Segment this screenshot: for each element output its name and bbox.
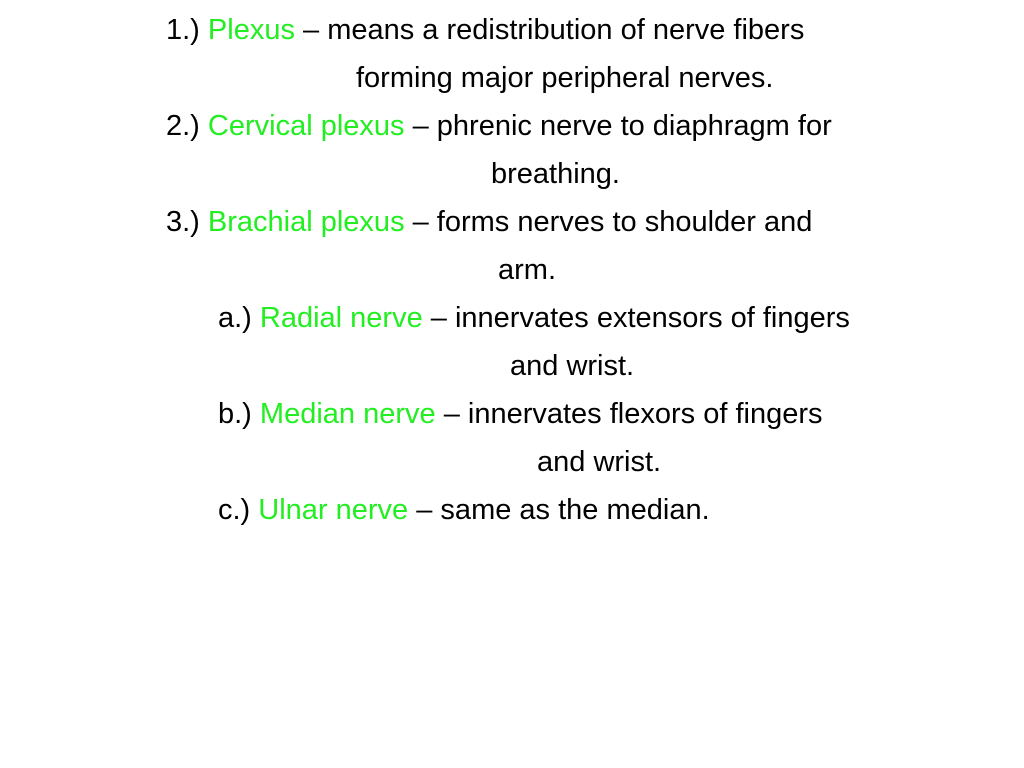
- item-1-number: 1.): [166, 14, 200, 46]
- item-2-term: Cervical plexus: [207, 110, 405, 142]
- subitem-c-term: Ulnar nerve: [258, 494, 409, 526]
- subitem-b-continuation: and wrist.: [537, 446, 662, 478]
- item-1-term: Plexus: [207, 14, 295, 46]
- item-2-continuation: breathing.: [491, 158, 620, 190]
- subitem-b-line: [218, 396, 823, 432]
- subitem-b-number: b.): [218, 398, 252, 430]
- item-2-description: – phrenic nerve to diaphragm for: [412, 110, 832, 142]
- subitem-b-term: Median nerve: [259, 398, 436, 430]
- subitem-a-number: a.): [218, 302, 252, 334]
- subitem-a-line: [218, 300, 850, 336]
- item-2-number: 2.): [166, 110, 200, 142]
- subitem-c-description: – same as the median.: [416, 494, 710, 526]
- item-1-continuation: forming major peripheral nerves.: [356, 62, 774, 94]
- subitem-c-number: c.): [218, 494, 251, 526]
- subitem-a-term: Radial nerve: [259, 302, 423, 334]
- item-2-line: [166, 108, 832, 144]
- item-3-number: 3.): [166, 206, 200, 238]
- item-3-line: [166, 204, 812, 240]
- subitem-a-description: – innervates extensors of fingers: [430, 302, 850, 334]
- item-1-description: – means a redistribution of nerve fibers: [303, 14, 805, 46]
- subitem-c-line: [218, 492, 710, 528]
- item-1-line: [166, 12, 804, 48]
- subitem-b-description: – innervates flexors of fingers: [443, 398, 823, 430]
- subitem-a-continuation: and wrist.: [510, 350, 635, 382]
- item-3-term: Brachial plexus: [207, 206, 405, 238]
- item-3-description: – forms nerves to shoulder and: [412, 206, 813, 238]
- item-3-continuation: arm.: [498, 254, 556, 286]
